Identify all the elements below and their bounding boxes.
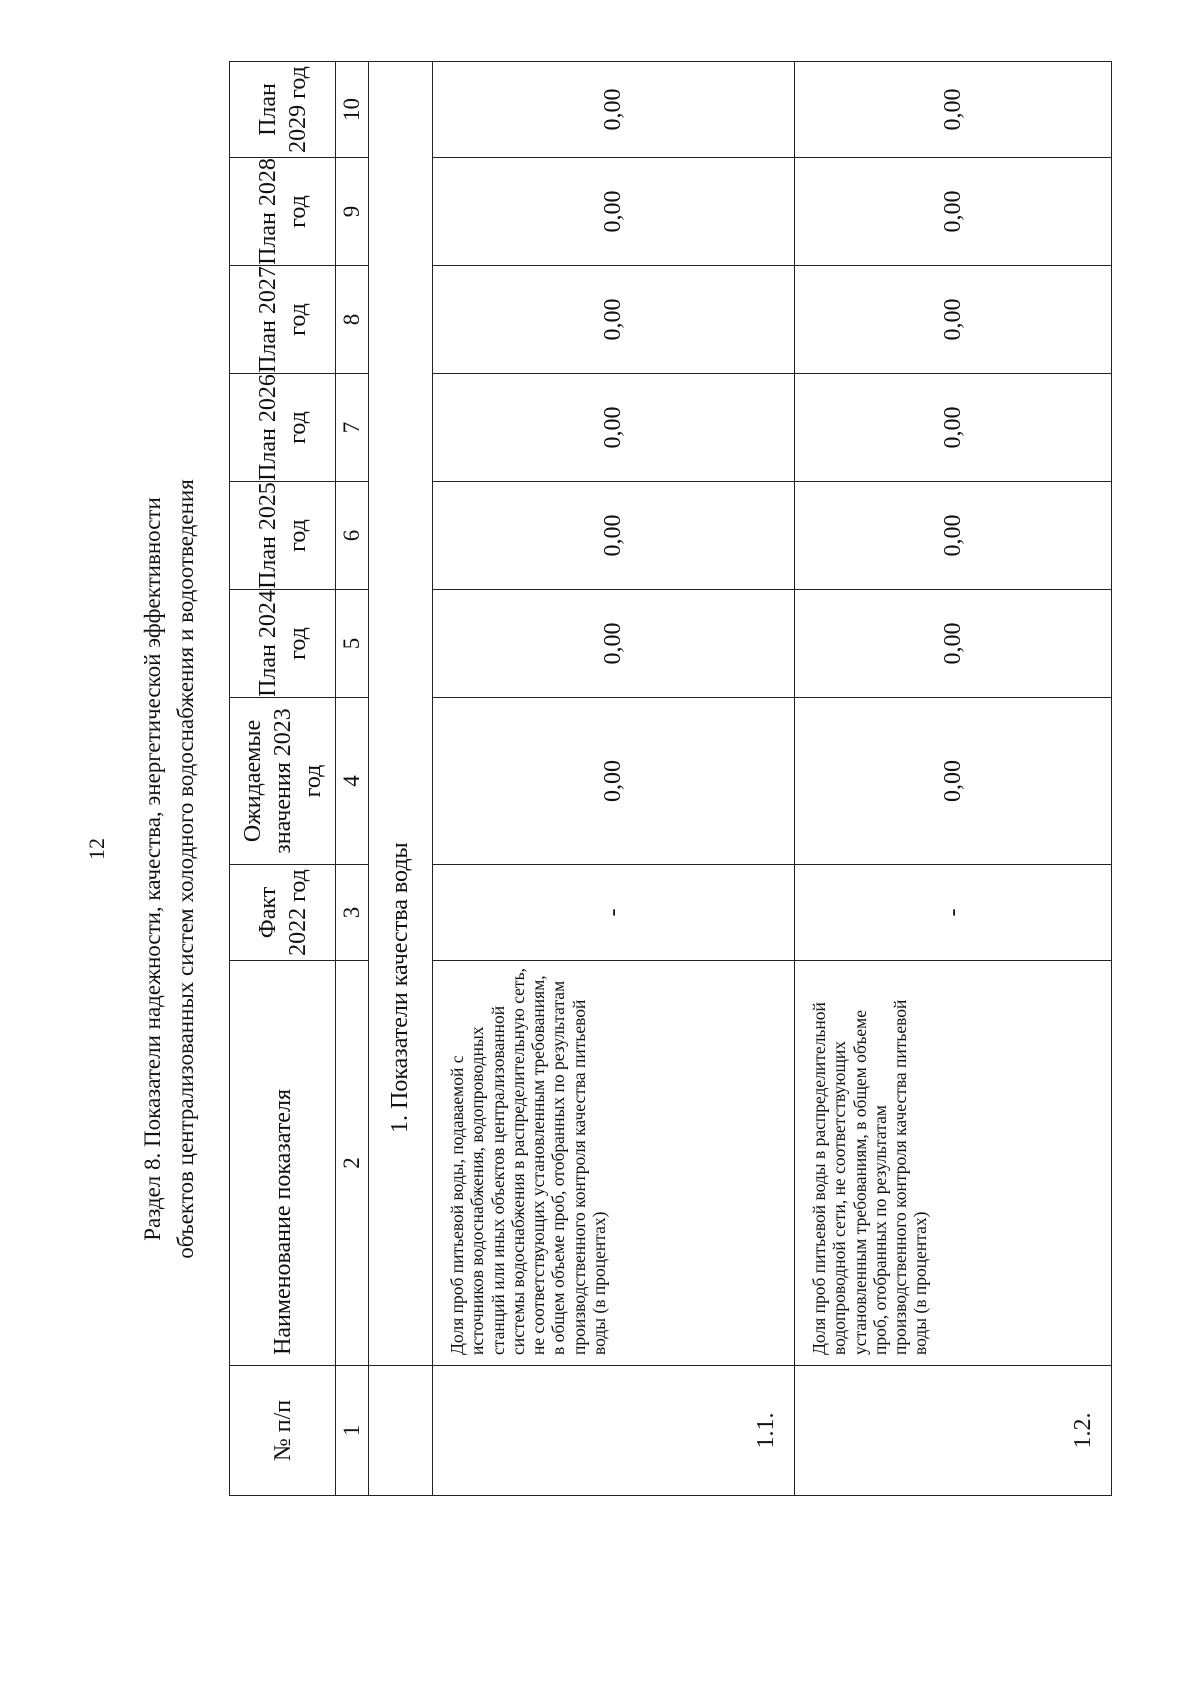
expected-2023-value: 0,00: [433, 698, 795, 865]
indicator-name: Доля проб питьевой воды, подаваемой с источников водоснабжения, водопроводных станций или иных объектов централизованной системы водоснабжения в распределительную сеть, не соответствующих установленным требованиям, в общем объеме проб, отобранных по результатам производственного контроля качества питьевой воды (в процентах): [433, 961, 795, 1366]
header-fact-2022: Факт 2022 год: [230, 865, 336, 961]
column-number: 5: [336, 590, 369, 698]
indicators-table-container: [229, 66, 1111, 1496]
column-number: 2: [336, 961, 369, 1366]
plan-2028-value: 0,00: [433, 158, 795, 266]
expected-2023-value: 0,00: [795, 698, 1112, 865]
plan-2028-value: 0,00: [795, 158, 1112, 266]
page-number: 12: [84, 838, 109, 860]
column-number: 8: [336, 266, 369, 374]
header-plan-2028: План 2028 год: [230, 158, 336, 266]
header-name: Наименование показателя: [230, 961, 336, 1366]
plan-2029-value: 0,00: [433, 62, 795, 158]
header-plan-2027: План 2027 год: [230, 266, 336, 374]
row-number: 1.1.: [433, 1366, 795, 1496]
column-number: 6: [336, 482, 369, 590]
indicator-name: Доля проб питьевой воды в распределительной водопроводной сети, не соответствующих установленным требованиям, в общем объеме проб, отобранных по результатам производственного контроля качества питьевой воды (в процентах): [795, 961, 1112, 1366]
plan-2029-value: 0,00: [795, 62, 1112, 158]
section-title-line-2: объектов централизованных систем холодного водоснабжения и водоотведения: [173, 479, 198, 1259]
header-plan-2025: План 2025 год: [230, 482, 336, 590]
row-number: 1.2.: [795, 1366, 1112, 1496]
column-number: 3: [336, 865, 369, 961]
plan-2024-value: 0,00: [433, 590, 795, 698]
fact-2022-value: -: [795, 865, 1112, 961]
fact-2022-value: -: [433, 865, 795, 961]
indicators-table: [229, 61, 1112, 1496]
header-num: № п/п: [230, 1366, 336, 1496]
plan-2027-value: 0,00: [433, 266, 795, 374]
header-expected-2023: Ожидаемые значения 2023 год: [230, 698, 336, 865]
section-title: 1. Показатели качества воды: [369, 62, 433, 1366]
column-number: 10: [336, 62, 369, 158]
header-plan-2026: План 2026 год: [230, 374, 336, 482]
column-number-row: [336, 62, 369, 1496]
table-row: [433, 62, 795, 1496]
section-row: [369, 62, 433, 1496]
plan-2025-value: 0,00: [795, 482, 1112, 590]
plan-2027-value: 0,00: [795, 266, 1112, 374]
plan-2025-value: 0,00: [433, 482, 795, 590]
table-header-row: [230, 62, 336, 1496]
column-number: 1: [336, 1366, 369, 1496]
column-number: 9: [336, 158, 369, 266]
plan-2026-value: 0,00: [433, 374, 795, 482]
plan-2024-value: 0,00: [795, 590, 1112, 698]
header-plan-2029: План 2029 год: [230, 62, 336, 158]
column-number: 7: [336, 374, 369, 482]
plan-2026-value: 0,00: [795, 374, 1112, 482]
column-number: 4: [336, 698, 369, 865]
section-empty-cell: [369, 1366, 433, 1496]
table-row: [795, 62, 1112, 1496]
section-title-line-1: Раздел 8. Показатели надежности, качества, энергетической эффективности: [140, 497, 165, 1241]
header-plan-2024: План 2024 год: [230, 590, 336, 698]
